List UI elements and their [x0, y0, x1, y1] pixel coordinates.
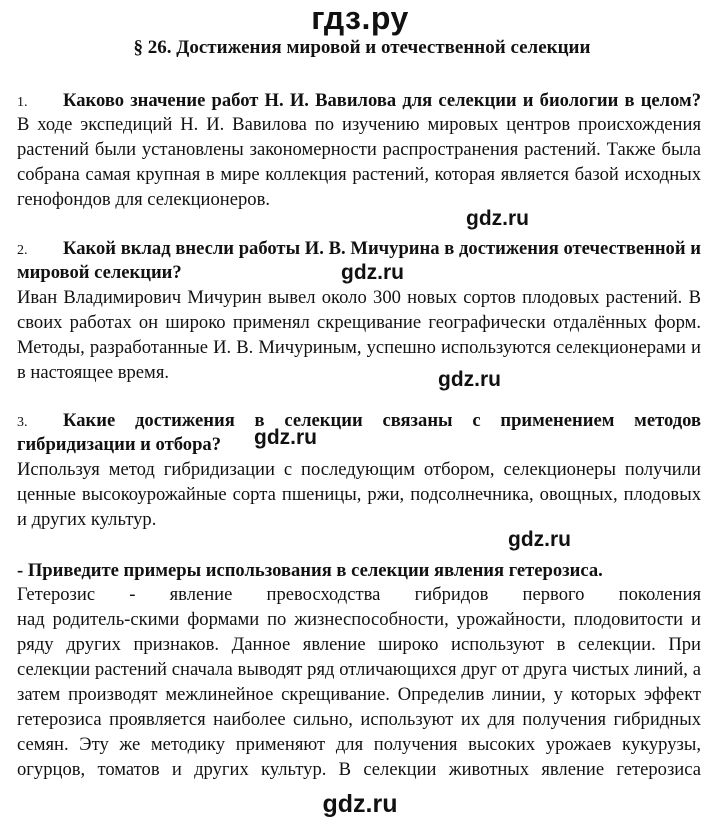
answer-1-line: растений были установлены закономерности распространения растений. Также была [17, 139, 701, 160]
answer-3-line: и других культур. [17, 509, 157, 530]
watermark: gdz.ru [438, 368, 501, 391]
answer-4-line: гетерозиса проявляется наиболее сильно, используют их для получения гибридных [17, 709, 701, 730]
answer-2-line: своих работах он широко применял скрещивание географически отдалённых форм. [17, 312, 701, 333]
answer-3-line: Используя метод гибридизации с последующим отбором, селекционеры получили [17, 459, 701, 480]
question-number: 2. [17, 243, 28, 258]
question-3 [17, 409, 701, 435]
question-3-continued: гибридизации и отбора? [17, 434, 222, 455]
question-text: Какой вклад внесли работы И. В. Мичурина в достижения отечественной и [63, 238, 701, 259]
question-4: - Приведите примеры использования в селекции явления гетерозиса. [17, 560, 603, 581]
answer-4-line: ряду других признаков. Данное явление широко используют в селекции. При [17, 634, 701, 655]
answer-4-line: селекции растений сначала выводят ряд отличающихся друг от друга чистых линий, а [17, 659, 701, 680]
page-title: § 26. Достижения мировой и отечественной селекции [133, 37, 591, 58]
question-number: 3. [17, 415, 28, 430]
answer-4-line: семян. Эту же методику применяют для получения высоких урожаев кукурузы, [17, 734, 701, 755]
answer-1-line: собрана самая крупная в мире коллекция растений, которая является базой исходных [17, 164, 701, 185]
question-2 [17, 237, 701, 263]
question-2-continued: мировой селекции? [17, 262, 182, 283]
watermark-footer: gdz.ru [322, 790, 398, 818]
question-number: 1. [17, 95, 28, 110]
site-header-logo: гдз.ру [311, 0, 409, 36]
question-1 [17, 89, 701, 115]
answer-2-line: в настоящее время. [17, 362, 170, 383]
question-text: Какие достижения в селекции связаны с применением методов [63, 410, 701, 431]
answer-4-line: Гетерозис - явление превосходства гибридов первого поколения [17, 584, 701, 605]
answer-2-line: Иван Владимирович Мичурин вывел около 300 новых сортов плодовых растений. В [17, 287, 701, 308]
answer-1-line: генофондов для селекционеров. [17, 189, 271, 210]
watermark: gdz.ru [508, 528, 571, 551]
answer-3-line: ценные высокоурожайные сорта пшеницы, ржи, подсолнечника, овощных, плодовых [17, 484, 701, 505]
answer-4-line: огурцов, томатов и других культур. В селекции животных явление гетерозиса [17, 759, 701, 780]
watermark: gdz.ru [254, 426, 317, 449]
watermark: gdz.ru [466, 207, 529, 230]
answer-2-line: Методы, разработанные И. В. Мичуриным, успешно используются селекционерами и [17, 337, 701, 358]
watermark: gdz.ru [341, 261, 404, 284]
answer-4-line: над родитель-скими формами по жизнеспособности, урожайности, плодовитости и [17, 609, 701, 630]
answer-4-line: затем производят межлинейное скрещивание. Определив линии, у которых эффект [17, 684, 701, 705]
question-text: Каково значение работ Н. И. Вавилова для селекции и биологии в целом? [63, 90, 701, 111]
answer-1-line: В ходе экспедиций Н. И. Вавилова по изучению мировых центров происхождения [17, 114, 701, 135]
